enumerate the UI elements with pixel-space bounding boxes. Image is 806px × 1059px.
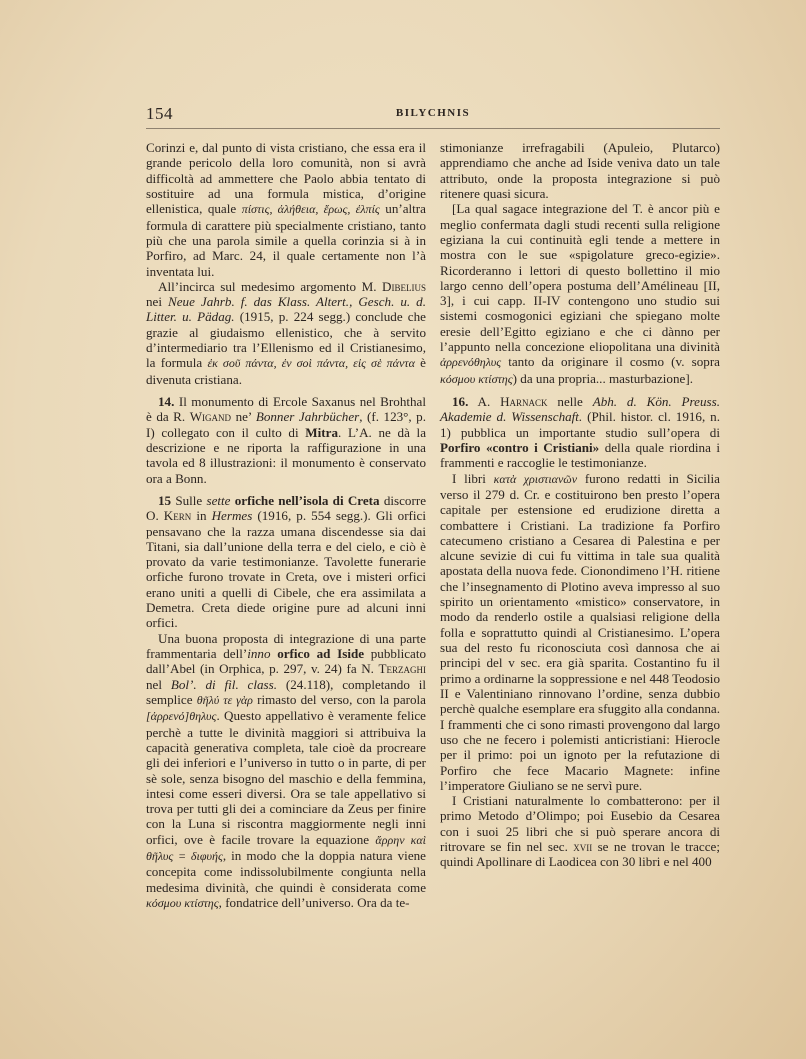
text-run: πίστις, ἀλήθεια, ἔρως, ἐλπίς [241, 202, 380, 217]
text-run: 16. [452, 394, 469, 409]
text-run: Sulle [171, 492, 207, 508]
text-run: nel [146, 676, 171, 692]
text-run: [La qual sagace integrazione del T. è ancor più e meglio confermata dagli studi recenti sulla religione egiziana la cui continuità egli tende a mettere in mostra con le sue «spigolature greco-egizie». Ricorderanno i lettori di questo bollettino il mio largo cenno dell’opera postuma dell’Amélineau [II, 3], i cui capp. II-IV contengono uno studio sui sistemi cosmogonici egiziani che spiegano molte eresie dell’Egitto egiziano e che ci dànno per l’appunto nella concezione eliopolitana una divinità [440, 201, 720, 355]
text-run: Neue Jahrb. f. das Klass. Altert., Gesch. u. d. Litter. u. Pädag. [146, 294, 426, 325]
text-run: Il monumento di Ercole Saxanus nel Brohthal è da R. [146, 394, 426, 425]
text-run: (24.118), completando il semplice [146, 676, 426, 707]
paragraph [146, 631, 426, 912]
paragraph [146, 279, 426, 387]
text-run: pubblicato dall’Abel (in Orphica, p. 297, v. 24) fa N. [146, 646, 427, 677]
paragraph [440, 140, 720, 201]
paragraph [440, 471, 720, 794]
page-header [146, 104, 720, 126]
paragraph [146, 394, 426, 486]
paragraph [440, 793, 720, 870]
running-title: BILYCHNIS [395, 107, 471, 119]
text-run: inno [247, 646, 271, 661]
text-run: ne’ [231, 409, 256, 425]
text-run: (1915, p. 224 segg.) conclude che grazie al giudaismo ellenistico, che à servito d’intermediario tra l’Ellenismo ed il Cristianesimo, la formula [146, 309, 426, 371]
paragraph [146, 140, 426, 279]
text-run: , in modo che la doppia natura viene concepita come indissolubilmente congiunta nella medesima divinità, che quindi è considerata come [146, 848, 426, 895]
text-run: Abh. d. Kön. Preuss. Akademie d. Wissenschaft. [440, 394, 720, 425]
text-run: (1916, p. 554 segg.). Gli orfici pensavano che la razza umana discendesse sia dai Titani, sia dall’unione della terra e del cielo, e ciò è provato da varie testimonianze. Tavolette funerarie orfiche furono trovate in Creta, ove i misteri orfici erano uniti a quelli di Cibele, che era assimilata a Demetra. Creta diede origine pure ad alcuni inni orfici. [146, 508, 426, 631]
paragraph [146, 493, 426, 631]
text-run: orfiche nell’isola di Creta [234, 492, 380, 508]
text-run: 14. [158, 394, 175, 409]
text-run: Una buona proposta di integrazione di una parte frammentaria dell’ [146, 630, 426, 661]
text-run: Harnack [500, 394, 548, 409]
text-run: rimasto del verso, con la parola [252, 691, 426, 707]
paragraph [440, 201, 720, 387]
text-run: κατὰ χριστιανῶν [493, 471, 578, 486]
page-number: 154 [146, 104, 173, 123]
text-run: κόσμου κτίστης [440, 371, 513, 386]
text-run: Bonner Jahrbücher [255, 409, 360, 425]
text-run: Mitra [305, 424, 338, 440]
text-run: A. [468, 394, 501, 409]
text-run: All’incirca sul medesimo argomento M. [158, 278, 383, 294]
text-run: [ἀρρενό]θηλυς [146, 709, 217, 724]
text-run: sette [206, 492, 231, 508]
text-run: è divenuta cristiana. [146, 355, 426, 387]
text-run: un’altra formula di carattere più specialmente cristiano, tanto più che una parola simile a quella corinzia si à in Porfiro, ad Marc. 24, il quale certamente non l’à inventata lui. [146, 201, 426, 279]
text-run: furono redatti in Sicilia verso il 279 d. Cr. e costituirono ben presto l’opera capitale per estensione ed erudizione diretta a combattere i Cristiani. La tradizione fa Porfiro catecumeno cristiano a Cesarea di Palestina e per alcune sevizie di cui fu vittima in tale sua qualità apostata della nuova fede. Cionondimeno l’H. ritiene che l’insegnamento di Plotino aveva impresso al suo spirito un orientamento «mistico» conservatore, in modo da renderlo ostile a qualsiasi religione della folla e soprattutto quindi al Cristianesimo. L’opera sua del resto fu riconosciuta così dannosa che ai principi del v sec. era già sparita. Costantino fu il primo a ordinarne la soppressione e nel 448 Teodosio II e Valentiniano rinnovano l’ordine, senza dubbio perchè qualche esemplare era sfuggito alla condanna. I frammenti che ci sono rimasti provengono dal largo uso che ne fecero i polemisti anticristiani: Hierocle per il primo: poi un ignoto per la refutazione di Porfiro che fece Macario Magnete: infine l’imperatore Giuliano se ne servì pure. [440, 470, 720, 793]
text-run: della quale riordina i frammenti e raccoglie le testimonianze. [440, 439, 720, 471]
text-run: 15 [158, 492, 172, 508]
text-run: in [191, 508, 212, 524]
text-run: ἐκ σοῦ πάντα, ἐν σοὶ πάντα, εἰς σὲ πάντα [207, 356, 415, 371]
text-run: I Cristiani naturalmente lo combatterono: per il primo Metodo d’Olimpo; poi Eusebio da Cesarea con i suoi 25 libri che si può sperare ancora di ritrovare se fin nel sec. [440, 793, 720, 855]
text-run: I libri [452, 470, 494, 486]
text-run: stimonianze irrefragabili (Apuleio, Plutarco) apprendiamo che anche ad Iside veniva dato un tale attributo, onde la proposta integrazione si può ritenere quasi sicura. [440, 140, 720, 201]
text-run: Kern [163, 508, 192, 524]
left-column [146, 140, 426, 911]
text-run: , fondatrice dell’universo. Ora da te- [218, 895, 410, 910]
text-run: (Phil. histor. cl. 1916, n. 1) pubblica un importante studio sull’opera di [440, 409, 720, 440]
text-run: ἄρρην καὶ θῆλυς = διφυής [146, 832, 426, 864]
text-run: tanto da originare il cosmo (v. sopra [501, 354, 720, 370]
text-run: Bol’. di fil. class. [170, 676, 278, 692]
text-run: θῆλύ τε γὰρ [196, 692, 253, 707]
right-column [440, 140, 720, 870]
text-run: Hermes [211, 508, 253, 524]
paragraph [440, 394, 720, 471]
text-run: Porfiro «contro i Cristiani» [440, 439, 600, 455]
text-run: xvii [573, 839, 593, 855]
text-run: κόσμου κτίστης [146, 896, 219, 910]
text-run: discorre O. [146, 492, 427, 524]
text-run: nelle [547, 394, 593, 409]
text-run: nei [146, 294, 168, 310]
text-run: Wigand [189, 409, 232, 425]
text-run: , (f. 123°, p. I) collegato con il culto di [146, 409, 427, 440]
text-run: ἀρρενόθηλυς [440, 355, 502, 370]
text-run: . Questo appellativo è veramente felice perchè a tutte le divinità maggiori si attribuiva la capacità generativa completa, tale cioè da procreare gli dei inferiori e l’universo in tutto o in parte, di per sè sole, senza bisogno del maschio e della femmina, intesi come esseri diversi. Ora se tale appellativo si trova per tutti gli dei a cominciare da Zeus per finire con la Luna si riscontra maggiormente negli inni orfici, ove è facile trovare la equazione [146, 708, 426, 847]
text-run: Terzaghi [378, 661, 426, 677]
text-run: orfico ad Iside [277, 646, 365, 661]
text-run: Corinzi e, dal punto di vista cristiano, che essa era il grande pericolo della loro comunità, non si avrà difficoltà ad ammettere che Paolo abbia tentato di sostituire ad una formula mistica, d’origine ellenistica, quale [146, 140, 426, 217]
text-run: ) da una propria... masturbazione]. [512, 370, 693, 386]
text-run: Dibelius [382, 278, 426, 294]
text-run: se ne trovan le tracce; quindi Apollinare di Laodicea con 30 libri e nel 400 [440, 839, 720, 870]
header-rule [146, 128, 720, 129]
text-run: . L’A. ne dà la descrizione e ne riporta la raffigurazione in una tavola ed 8 illustrazioni: il monumento è conservato ora a Bonn. [146, 424, 427, 486]
